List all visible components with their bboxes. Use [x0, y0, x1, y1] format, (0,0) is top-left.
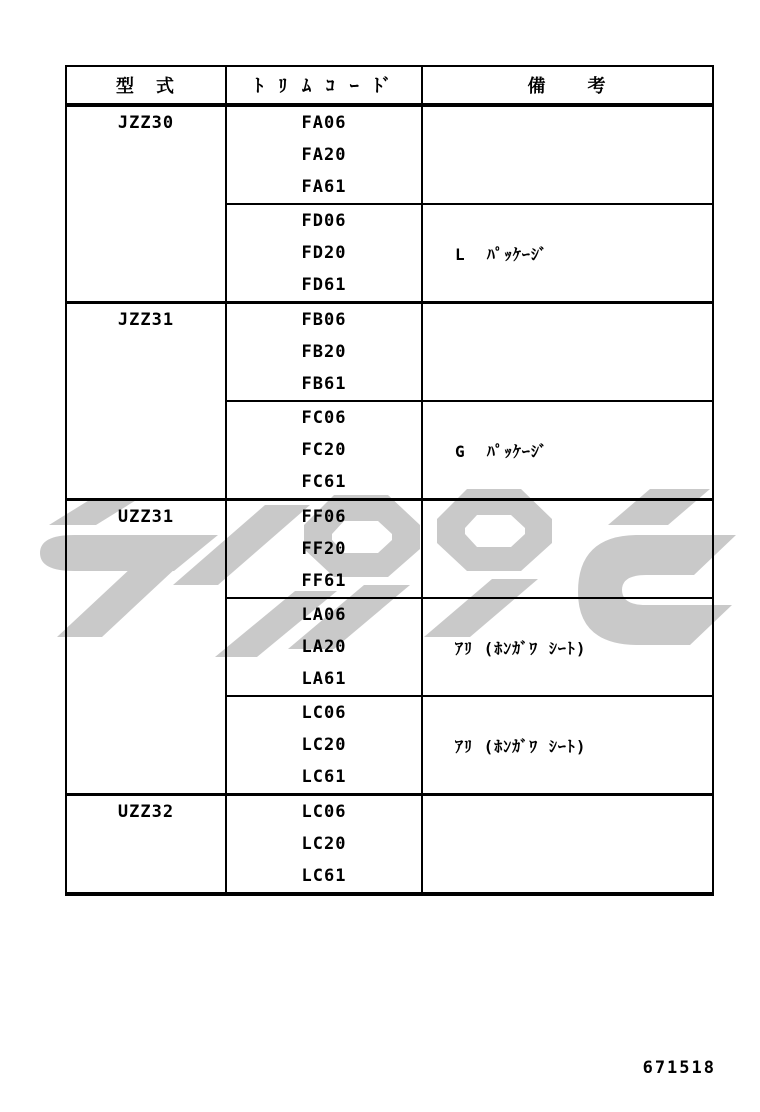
trim-group-row — [227, 695, 712, 793]
trim-code: LA61 — [301, 669, 347, 689]
trim-group-row — [227, 501, 712, 597]
remark-text: ｱﾘ (ﾎﾝｶﾞﾜ ｼｰﾄ) — [455, 638, 587, 658]
table-header-row — [67, 67, 712, 107]
remark-cell — [423, 402, 712, 498]
trim-code: LC61 — [301, 866, 347, 886]
trim-code-table — [65, 65, 714, 896]
model-code: JZZ30 — [117, 113, 175, 133]
remark-cell — [423, 599, 712, 695]
trim-group-row — [227, 796, 712, 892]
trim-code: LC06 — [301, 703, 347, 723]
trim-code: LC20 — [301, 834, 347, 854]
model-code: UZZ32 — [117, 802, 175, 822]
trim-code: LC61 — [301, 767, 347, 787]
trim-codes-cell — [227, 107, 423, 203]
trim-codes-cell — [227, 402, 423, 498]
remark-text: ｱﾘ (ﾎﾝｶﾞﾜ ｼｰﾄ) — [455, 736, 587, 756]
table-body — [67, 107, 712, 892]
header-remarks: 備 考 — [527, 76, 608, 97]
model-section — [67, 107, 712, 301]
model-section — [67, 793, 712, 892]
remark-cell — [423, 501, 712, 597]
trim-code: FC61 — [301, 472, 347, 492]
model-cell — [67, 304, 227, 498]
trim-codes-cell — [227, 796, 423, 892]
trim-code: FD06 — [301, 211, 347, 231]
trim-groups — [227, 501, 712, 793]
trim-group-row — [227, 597, 712, 695]
remark-cell — [423, 796, 712, 892]
trim-group-row — [227, 203, 712, 301]
page-number: 671518 — [642, 1058, 716, 1078]
trim-code: FA06 — [301, 113, 347, 133]
remark-cell — [423, 697, 712, 793]
model-cell — [67, 796, 227, 892]
model-section — [67, 301, 712, 498]
trim-code: FA61 — [301, 177, 347, 197]
trim-group-row — [227, 107, 712, 203]
trim-code: FB06 — [301, 310, 347, 330]
trim-codes-cell — [227, 599, 423, 695]
trim-codes-cell — [227, 501, 423, 597]
remark-cell — [423, 107, 712, 203]
trim-code: FD20 — [301, 243, 347, 263]
model-section — [67, 498, 712, 793]
remark-text: G ﾊﾟｯｹｰｼﾞ — [455, 441, 548, 461]
header-trim-code: ﾄ ﾘ ﾑ ｺ ｰ ﾄﾞ — [227, 67, 423, 103]
trim-code: LC20 — [301, 735, 347, 755]
trim-code: FD61 — [301, 275, 347, 295]
remark-text: L ﾊﾟｯｹｰｼﾞ — [455, 244, 548, 264]
trim-code: FF06 — [301, 507, 347, 527]
trim-group-row — [227, 304, 712, 400]
model-code: UZZ31 — [117, 507, 175, 527]
trim-code: FA20 — [301, 145, 347, 165]
trim-code: FC20 — [301, 440, 347, 460]
trim-code: LA20 — [301, 637, 347, 657]
trim-code: FC06 — [301, 408, 347, 428]
trim-groups — [227, 796, 712, 892]
model-code: JZZ31 — [117, 310, 175, 330]
trim-codes-cell — [227, 697, 423, 793]
trim-group-row — [227, 400, 712, 498]
trim-codes-cell — [227, 205, 423, 301]
remark-cell — [423, 304, 712, 400]
trim-code: LA06 — [301, 605, 347, 625]
trim-code: FB61 — [301, 374, 347, 394]
trim-codes-cell — [227, 304, 423, 400]
trim-groups — [227, 304, 712, 498]
trim-code: FF61 — [301, 571, 347, 591]
model-cell — [67, 501, 227, 793]
remark-cell — [423, 205, 712, 301]
trim-code: LC06 — [301, 802, 347, 822]
trim-groups — [227, 107, 712, 301]
model-cell — [67, 107, 227, 301]
header-model: 型 式 — [67, 67, 227, 103]
trim-code: FF20 — [301, 539, 347, 559]
trim-code: FB20 — [301, 342, 347, 362]
